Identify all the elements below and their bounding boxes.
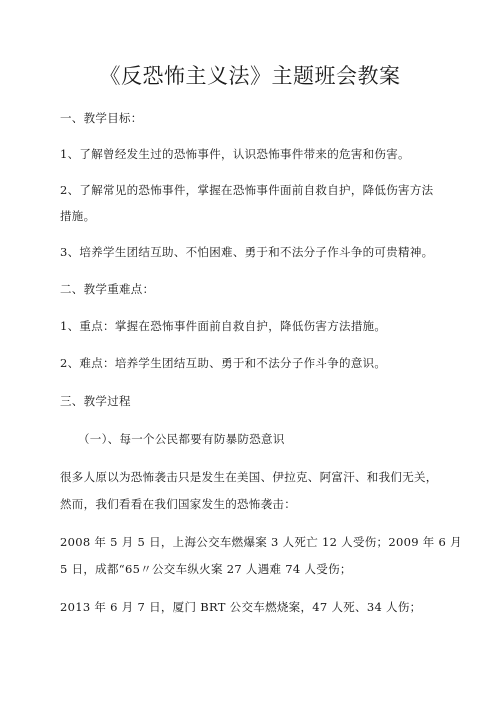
paragraph-line: 很多人原以为恐怖袭击只是发生在美国、伊拉克、阿富汗、和我们无关， bbox=[60, 470, 438, 484]
objective-item-1: 1、了解曾经发生过的恐怖事件，认识恐怖事件带来的危害和伤害。 bbox=[60, 147, 410, 161]
key-point-item-1: 1、重点：掌握在恐怖事件面前自救自护，降低伤害方法措施。 bbox=[60, 319, 387, 333]
subsection-heading-awareness: （一）、每一个公民都要有防暴防恐意识 bbox=[78, 432, 285, 446]
paragraph-line: 2008 年 5 月 5 日，上海公交车燃爆案 3 人死亡 12 人受伤；2009 年 6 月 bbox=[60, 535, 462, 549]
objective-item-3: 3、培养学生团结互助、不怕困难、勇于和不法分子作斗争的可贵精神。 bbox=[60, 245, 434, 259]
section-heading-key-points: 二、教学重难点： bbox=[60, 282, 155, 296]
objective-item-2: 2、了解常见的恐怖事件，掌握在恐怖事件面前自救自护，降低伤害方法 bbox=[60, 183, 434, 197]
paragraph-line: 5 日，成都“65〃公交车纵火案 27 人遇难 74 人受伤； bbox=[60, 562, 352, 576]
section-heading-objectives: 一、教学目标： bbox=[60, 111, 143, 125]
key-point-item-2: 2、难点：培养学生团结互助、勇于和不法分子作斗争的意识。 bbox=[60, 356, 387, 370]
objective-item-2-continued: 措施。 bbox=[60, 209, 96, 223]
section-heading-process: 三、教学过程 bbox=[60, 394, 131, 408]
paragraph-line: 2013 年 6 月 7 日，厦门 BRT 公交车燃烧案，47 人死、34 人伤； bbox=[60, 600, 422, 614]
paragraph-line: 然而，我们看看在我们国家发生的恐怖袭击： bbox=[60, 497, 296, 511]
document-title: 《反恐怖主义法》主题班会教案 bbox=[99, 64, 401, 88]
